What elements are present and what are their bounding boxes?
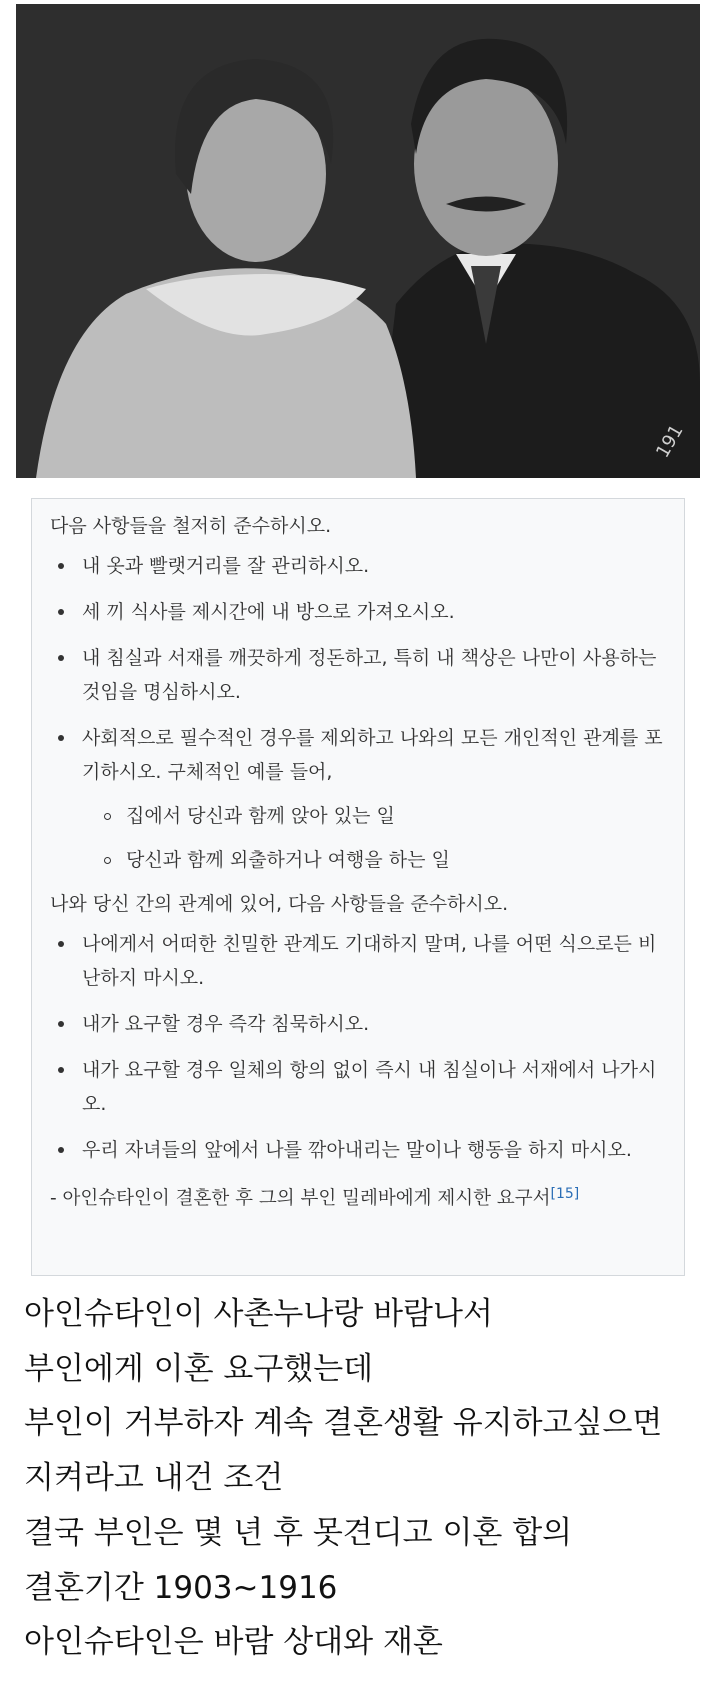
portrait-illustration	[16, 4, 700, 478]
list-item: 세 끼 식사를 제시간에 내 방으로 가져오시오.	[82, 595, 666, 629]
quote-source	[50, 1179, 666, 1214]
list-item	[82, 721, 666, 875]
list-item: 우리 자녀들의 앞에서 나를 깎아내리는 말이나 행동을 하지 마시오.	[82, 1133, 666, 1167]
quote-intro-1: 다음 사항들을 철저히 준수하시오.	[50, 515, 332, 537]
requirements-list-1	[50, 549, 666, 875]
quote-intro-2: 나와 당신 간의 관계에 있어, 다음 사항들을 준수하시오.	[50, 893, 509, 915]
list-item: 나에게서 어떠한 친밀한 관계도 기대하지 말며, 나를 어떤 식으로든 비난하지 마시오.	[82, 927, 666, 995]
historical-photo	[16, 4, 700, 478]
quote-box	[31, 498, 685, 1276]
list-item: 내가 요구할 경우 일체의 항의 없이 즉시 내 침실이나 서재에서 나가시오.	[82, 1053, 666, 1121]
sub-list-item: 집에서 당신과 함께 앉아 있는 일	[126, 801, 666, 831]
list-item: 내 침실과 서재를 깨끗하게 정돈하고, 특히 내 책상은 나만이 사용하는 것임을 명심하시오.	[82, 641, 666, 709]
commentary-line: 부인이 거부하자 계속 결혼생활 유지하고싶으면	[24, 1405, 663, 1442]
commentary-line: 아인슈타인은 바람 상대와 재혼	[24, 1624, 443, 1661]
source-text: - 아인슈타인이 결혼한 후 그의 부인 밀레바에게 제시한 요구서	[50, 1188, 551, 1209]
commentary-line: 지켜라고 내건 조건	[24, 1460, 284, 1497]
commentary-line: 결국 부인은 몇 년 후 못견디고 이혼 합의	[24, 1514, 573, 1551]
requirements-list-2	[50, 927, 666, 1167]
commentary-line: 결혼기간 1903~1916	[24, 1569, 338, 1606]
sub-list-item: 당신과 함께 외출하거나 여행을 하는 일	[126, 845, 666, 875]
list-item-text: 사회적으로 필수적인 경우를 제외하고 나와의 모든 개인적인 관계를 포기하시오. 구체적인 예를 들어,	[82, 727, 663, 783]
commentary-line: 부인에게 이혼 요구했는데	[24, 1350, 374, 1387]
commentary	[24, 1287, 704, 1670]
footnote-link[interactable]: [15]	[550, 1186, 580, 1202]
commentary-line: 아인슈타인이 사촌누나랑 바람나서	[24, 1296, 493, 1332]
photo-corner-text: 191	[652, 421, 688, 462]
list-item: 내가 요구할 경우 즉각 침묵하시오.	[82, 1007, 666, 1041]
list-item: 내 옷과 빨랫거리를 잘 관리하시오.	[82, 549, 666, 583]
sub-list	[82, 801, 666, 875]
